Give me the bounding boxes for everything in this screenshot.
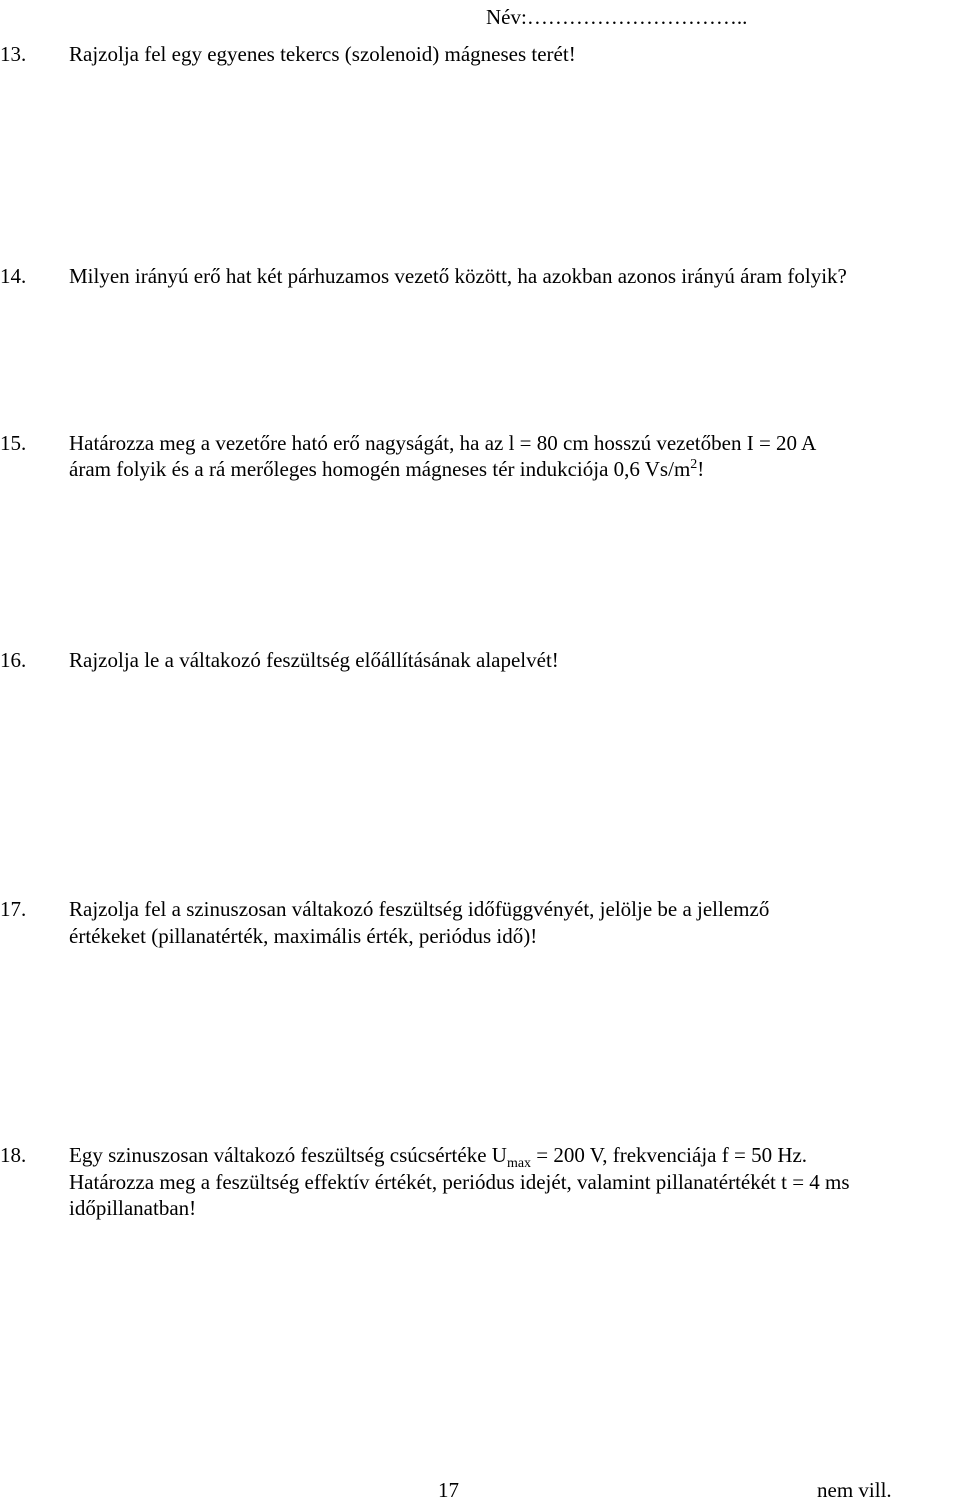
question-text: értékeket (pillanatérték, maximális érték, periódus idő)! bbox=[69, 924, 538, 948]
superscript: 2 bbox=[690, 457, 698, 472]
question-text bbox=[69, 457, 704, 481]
question-text-main: áram folyik és a rá merőleges homogén mágneses tér indukciója 0,6 Vs/m bbox=[69, 457, 691, 481]
question-number: 14. bbox=[0, 264, 27, 288]
page-number: 17 bbox=[438, 1478, 459, 1502]
question-number: 16. bbox=[0, 648, 27, 672]
question-text: Határozza meg a feszültség effektív értékét, periódus idejét, valamint pillanatértékét t = 4 ms bbox=[69, 1170, 850, 1194]
question-number: 18. bbox=[0, 1143, 27, 1167]
question-text: Rajzolja le a váltakozó feszültség előállításának alapelvét! bbox=[69, 648, 559, 672]
question-text: Határozza meg a vezetőre ható erő nagyságát, ha az l = 80 cm hosszú vezetőben I = 20 A bbox=[69, 431, 817, 455]
question-text-end: ! bbox=[697, 457, 705, 481]
question-text: Rajzolja fel a szinuszosan váltakozó feszültség időfüggvényét, jelölje be a jellemző bbox=[69, 897, 770, 921]
question-text-main: Egy szinuszosan váltakozó feszültség csúcsértéke U bbox=[69, 1143, 507, 1167]
subscript: max bbox=[506, 1156, 532, 1172]
question-number: 17. bbox=[0, 897, 27, 921]
question-text: Milyen irányú erő hat két párhuzamos vezető között, ha azokban azonos irányú áram folyik? bbox=[69, 264, 847, 288]
question-text: időpillanatban! bbox=[69, 1196, 197, 1220]
question-text-end: = 200 V, frekvenciája f = 50 Hz. bbox=[531, 1143, 808, 1167]
question-text bbox=[69, 1143, 808, 1172]
question-number: 13. bbox=[0, 42, 27, 66]
question-number: 15. bbox=[0, 431, 27, 455]
name-field-label: Név:………………………….. bbox=[486, 5, 748, 29]
footer-category: nem vill. bbox=[817, 1478, 892, 1502]
question-text: Rajzolja fel egy egyenes tekercs (szolenoid) mágneses terét! bbox=[69, 42, 576, 66]
